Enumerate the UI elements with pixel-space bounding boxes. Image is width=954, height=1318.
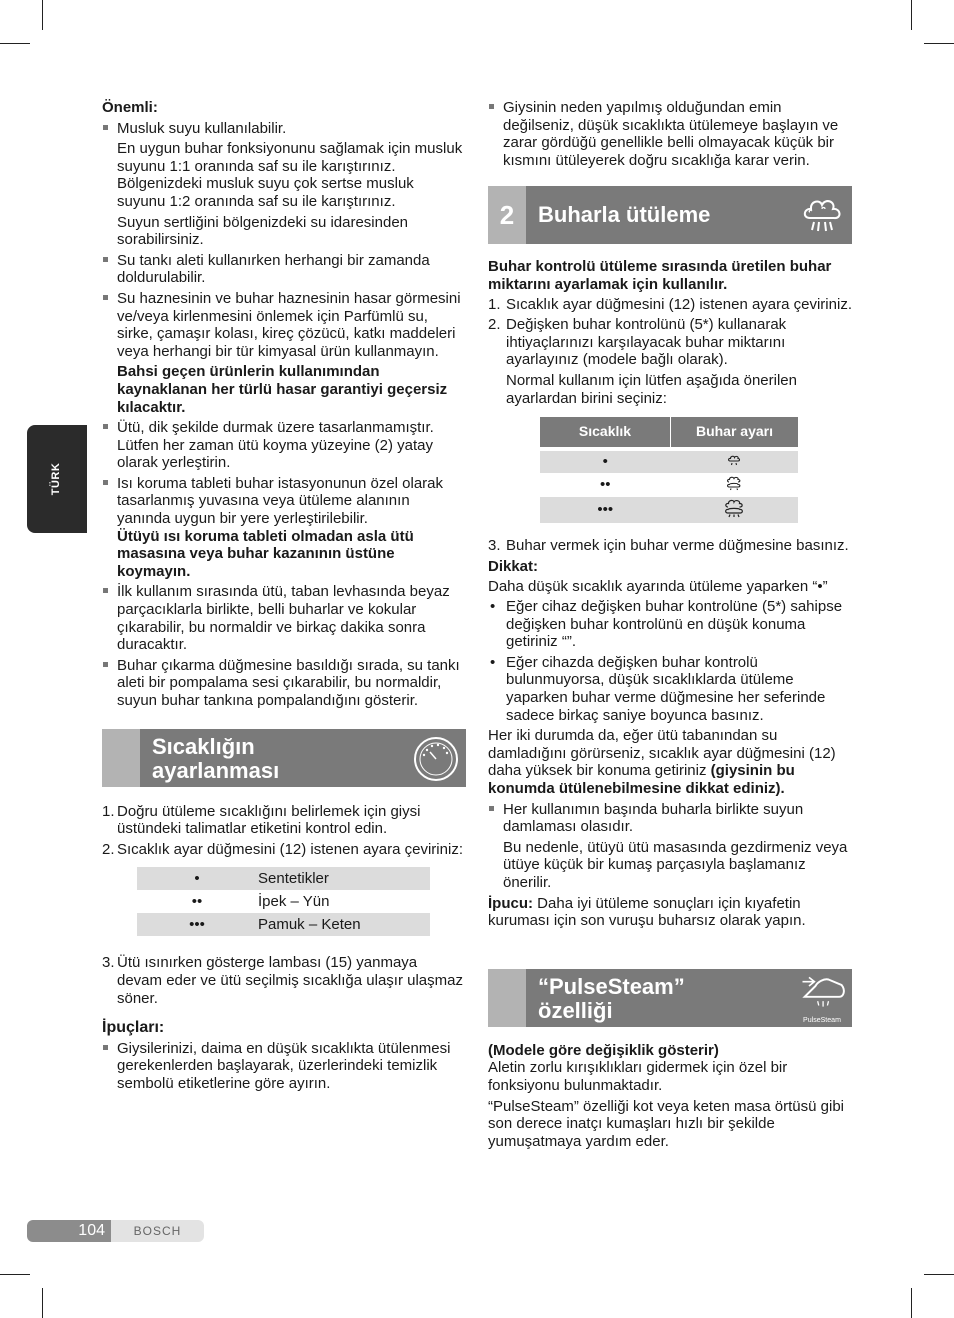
table-header: [540, 417, 798, 447]
step-text: Normal kullanım için lütfen aşağıda önerilen ayarlardan birini seçiniz:: [506, 371, 797, 407]
table-row: [137, 913, 430, 936]
model-note: (Modele göre değişiklik gösterir): [488, 1041, 719, 1059]
fabric-label: İpek – Yün: [258, 893, 330, 911]
warning-text: Ütüyü ısı koruma tableti olmadan asla ütü masasına veya buhar kazanının üstüne koymayın.: [117, 527, 414, 580]
crop-mark: [0, 1274, 30, 1275]
important-label: Önemli:: [102, 99, 158, 116]
list-item: [488, 654, 852, 724]
section-number-box: [102, 729, 140, 787]
steam-cell: [671, 451, 799, 473]
list-item: [102, 841, 466, 859]
warning-text: Bahsi geçen ürünlerin kullanımından kaynaklanan her türlü hasar garantiyi geçersiz kılacaktır.: [117, 363, 448, 416]
bullet-text: Giysilerinizi, daima en düşük sıcaklıkta ütülenmesi gerekenlerden başlayarak, üzerlerindeki temizlik sembolü etiketlerine göre ayırın.: [117, 1039, 451, 1092]
column-header-temperature: Sıcaklık: [540, 417, 671, 447]
temp-dots: •••: [597, 501, 614, 519]
table-row: [137, 890, 430, 913]
column-header-steam: Buhar ayarı: [695, 423, 774, 440]
steam-icon: [798, 192, 846, 240]
step-number: 2.: [102, 840, 115, 858]
section-title: [538, 975, 685, 1023]
bullet-text: En uygun buhar fonksiyonunu sağlamak için musluk suyunu 1:1 oranında saf su ile karıştırınız. Bölgenizdeki musluk suyu çok sertse musluk suyunu 1:2 oranında saf su ile karıştırınız.: [117, 140, 463, 210]
list-item: [488, 99, 852, 169]
section-title: Buharla ütüleme: [538, 202, 711, 228]
tips-title: İpuçları:: [102, 1019, 165, 1037]
crop-mark: [911, 1288, 912, 1318]
bullet-text: Su tankı aleti kullanırken herhangi bir zamanda doldurulabilir.: [117, 251, 430, 287]
page-number: 104: [27, 1220, 111, 1242]
list-item: [488, 537, 852, 555]
steam-medium-icon: [726, 474, 742, 491]
crop-mark: [42, 0, 43, 30]
tip-body: Daha iyi ütüleme sonuçları için kıyafetin kuruması için son vuruşu buharsız olarak yapın.: [488, 894, 806, 930]
step-number: 2.: [488, 316, 501, 334]
bullet-text: Her kullanımın başında buharla birlikte suyun damlaması olasıdır.: [503, 800, 804, 836]
list-item: [488, 316, 852, 369]
step-text: Doğru ütüleme sıcaklığını belirlemek için giysi üstündeki talimatlar etiketini kontrol edin.: [117, 802, 421, 838]
list-item: [102, 583, 466, 653]
list-item: [102, 954, 466, 1007]
steam-low-icon: [727, 453, 741, 467]
temp-dots: •: [602, 453, 608, 471]
step-text: Buhar vermek için buhar verme düğmesine basınız.: [506, 537, 849, 555]
list-item: [488, 296, 852, 314]
step-text: Sıcaklık ayar düğmesini (12) istenen ayara çeviriniz.: [506, 295, 852, 313]
list-item: [102, 475, 466, 581]
table-row: [137, 867, 430, 890]
tip-text: [488, 895, 852, 930]
step-text: Ütü ısınırken gösterge lambası (15) yanmaya devam eder ve ütü seçilmiş sıcaklığa ulaşır ulaşmaz söner.: [117, 954, 463, 1007]
left-column: [102, 99, 466, 1096]
attention-label: Dikkat:: [488, 557, 539, 575]
bullet-text: • Eğer cihaz değişken buhar kontrolüne (5*) sahipse değişken buhar kontrolünü en düşük konuma getiriniz “”.: [506, 598, 843, 651]
section-title-line: özelliği: [538, 997, 613, 1023]
bullet-text: Buhar çıkarma düğmesine basıldığı sırada, su tankı aleti bir pompalama sesi çıkarabilir, bu normaldir, suyun buhar tankına pompalandığını gösterir.: [117, 656, 460, 709]
step-text: Değişken buhar kontrolünü (5*) kullanarak ihtiyaçlarınızı karşılayacak buhar miktarını ayarlayınız (modele bağlı olarak).: [506, 316, 787, 369]
both-cases-text: [488, 727, 852, 797]
section-header-steam-ironing: [488, 186, 852, 244]
temperature-dial-icon: [412, 735, 460, 783]
page-footer: [27, 1220, 204, 1242]
temp-dots: ••: [599, 476, 611, 494]
pulsesteam-iron-icon: [796, 971, 848, 1027]
section-header-temperature: [102, 729, 466, 787]
both-cases-plain: Her iki durumda da, eğer ütü tabanından su damladığını görürseniz, sıcaklık ayar düğmesini (12) daha yüksek bir konuma getiriniz: [488, 727, 836, 780]
step-text: Sıcaklık ayar düğmesini (12) istenen ayara çeviriniz:: [117, 840, 463, 858]
steam-cell: [671, 497, 799, 524]
crop-mark: [911, 0, 912, 30]
section-number: 2: [488, 186, 526, 244]
section-number-box: [488, 969, 526, 1027]
temp-dots: •••: [189, 916, 205, 934]
bullet-text: Su haznesinin ve buhar haznesinin hasar görmesini ve/veya kirlenmesini önlemek için Parfümlü su, sirke, çamaşır kolası, kireç çözücü, katkı maddeleri veya herhangi bir tür kimyasal ürün kullanmayın.: [117, 289, 461, 360]
list-item: [102, 803, 466, 838]
paragraph: Aletin zorlu kırışıklıkları gidermek için özel bir fonksiyonu bulunmaktadır.: [488, 1059, 788, 1094]
list-item: [488, 598, 852, 651]
list-item: [102, 290, 466, 416]
list-item: [102, 1040, 466, 1093]
fabric-label: Sentetikler: [258, 870, 329, 888]
intro-text: Buhar kontrolü ütüleme sırasında üretilen buhar miktarını ayarlamak için kullanılır.: [488, 258, 832, 293]
bullet-text: • Eğer cihazda değişken buhar kontrolü bulunmuyorsa, düşük sıcaklıklarda ütüleme yaparken buhar verme düğmesine her seferinde sadece birkaç saniye boyunca basınız.: [506, 653, 826, 724]
bullet-text: Musluk suyu kullanılabilir.: [117, 119, 287, 137]
section-title: [152, 735, 279, 783]
step-number: 1.: [488, 295, 501, 313]
language-tab-label: TÜRK: [50, 462, 63, 496]
brand-label: BOSCH: [111, 1220, 204, 1242]
list-item: [102, 252, 466, 287]
pulsesteam-caption: PulseSteam: [803, 1016, 841, 1024]
bullet-text: Ütü, dik şekilde durmak üzere tasarlanmamıştır. Lütfen her zaman ütü koyma yüzeyine (2) yatay olarak yerleştirin.: [117, 419, 434, 472]
list-item: [488, 801, 852, 892]
bullet-text: Suyun sertliğini bölgenizdeki su idaresinden sorabilirsiniz.: [117, 213, 409, 249]
attention-text: Daha düşük sıcaklık ayarında ütüleme yaparken “•”: [488, 577, 828, 595]
bullet-text: Bu nedenle, ütüyü ütü masasında gezdirmeniz veya ütüye küçük bir kumaş parçasıyla başlamanız önerilir.: [503, 838, 848, 891]
crop-mark: [924, 43, 954, 44]
language-tab: [27, 425, 87, 533]
step-number: 3.: [102, 954, 115, 972]
table-row: [540, 451, 798, 473]
paragraph: “PulseSteam” özelliği kot veya keten masa örtüsü gibi son derece inatçı kumaşları hızlı bir şekilde yumuşatmaya yardım eder.: [488, 1097, 845, 1150]
list-item: [102, 419, 466, 472]
fabric-label: Pamuk – Keten: [258, 916, 361, 934]
section-title-line: “PulseSteam”: [538, 973, 685, 999]
crop-mark: [42, 1288, 43, 1318]
section-title-line: ayarlanması: [152, 757, 280, 783]
steam-settings-table: [540, 417, 798, 523]
crop-mark: [924, 1274, 954, 1275]
bullet-text: Isı koruma tableti buhar istasyonunun özel olarak tasarlanmış yuvasına veya ütüleme alanının yanında uygun bir yere yerleştirilebilir.: [117, 474, 444, 528]
bullet-text: İlk kullanım sırasında ütü, taban levhasında beyaz parçacıklarla birlikte, belli buharlar ve kokular çıkarabilir, bu normaldir ve birkaç dakika sonra duracaktır.: [117, 583, 450, 654]
temp-dots: •: [194, 870, 200, 888]
steam-high-icon: [724, 498, 744, 518]
table-row: [540, 473, 798, 497]
tip-label: İpucu:: [488, 894, 533, 912]
section-header-pulsesteam: [488, 969, 852, 1027]
both-cases-bold: (giysinin bu konumda ütülenebilmesine dikkat ediniz).: [488, 762, 795, 798]
right-column: [488, 99, 852, 1150]
temp-dots: ••: [191, 893, 203, 911]
section-title-line: Sıcaklığın: [152, 733, 255, 759]
table-row: [540, 497, 798, 524]
temperature-table: [137, 867, 430, 936]
list-item: [102, 657, 466, 710]
crop-mark: [0, 43, 30, 44]
step-number: 1.: [102, 802, 115, 820]
steam-cell: [671, 473, 799, 497]
step-number: 3.: [488, 537, 501, 555]
list-item: [102, 120, 466, 249]
bullet-text: Giysinin neden yapılmış olduğundan emin değilseniz, düşük sıcaklıkta ütülemeye başlayın ve zarar gördüğü genellikle belli olmayacak küçük bir kısmını ütüleyerek doğru sıcaklığa karar verin.: [503, 99, 839, 169]
